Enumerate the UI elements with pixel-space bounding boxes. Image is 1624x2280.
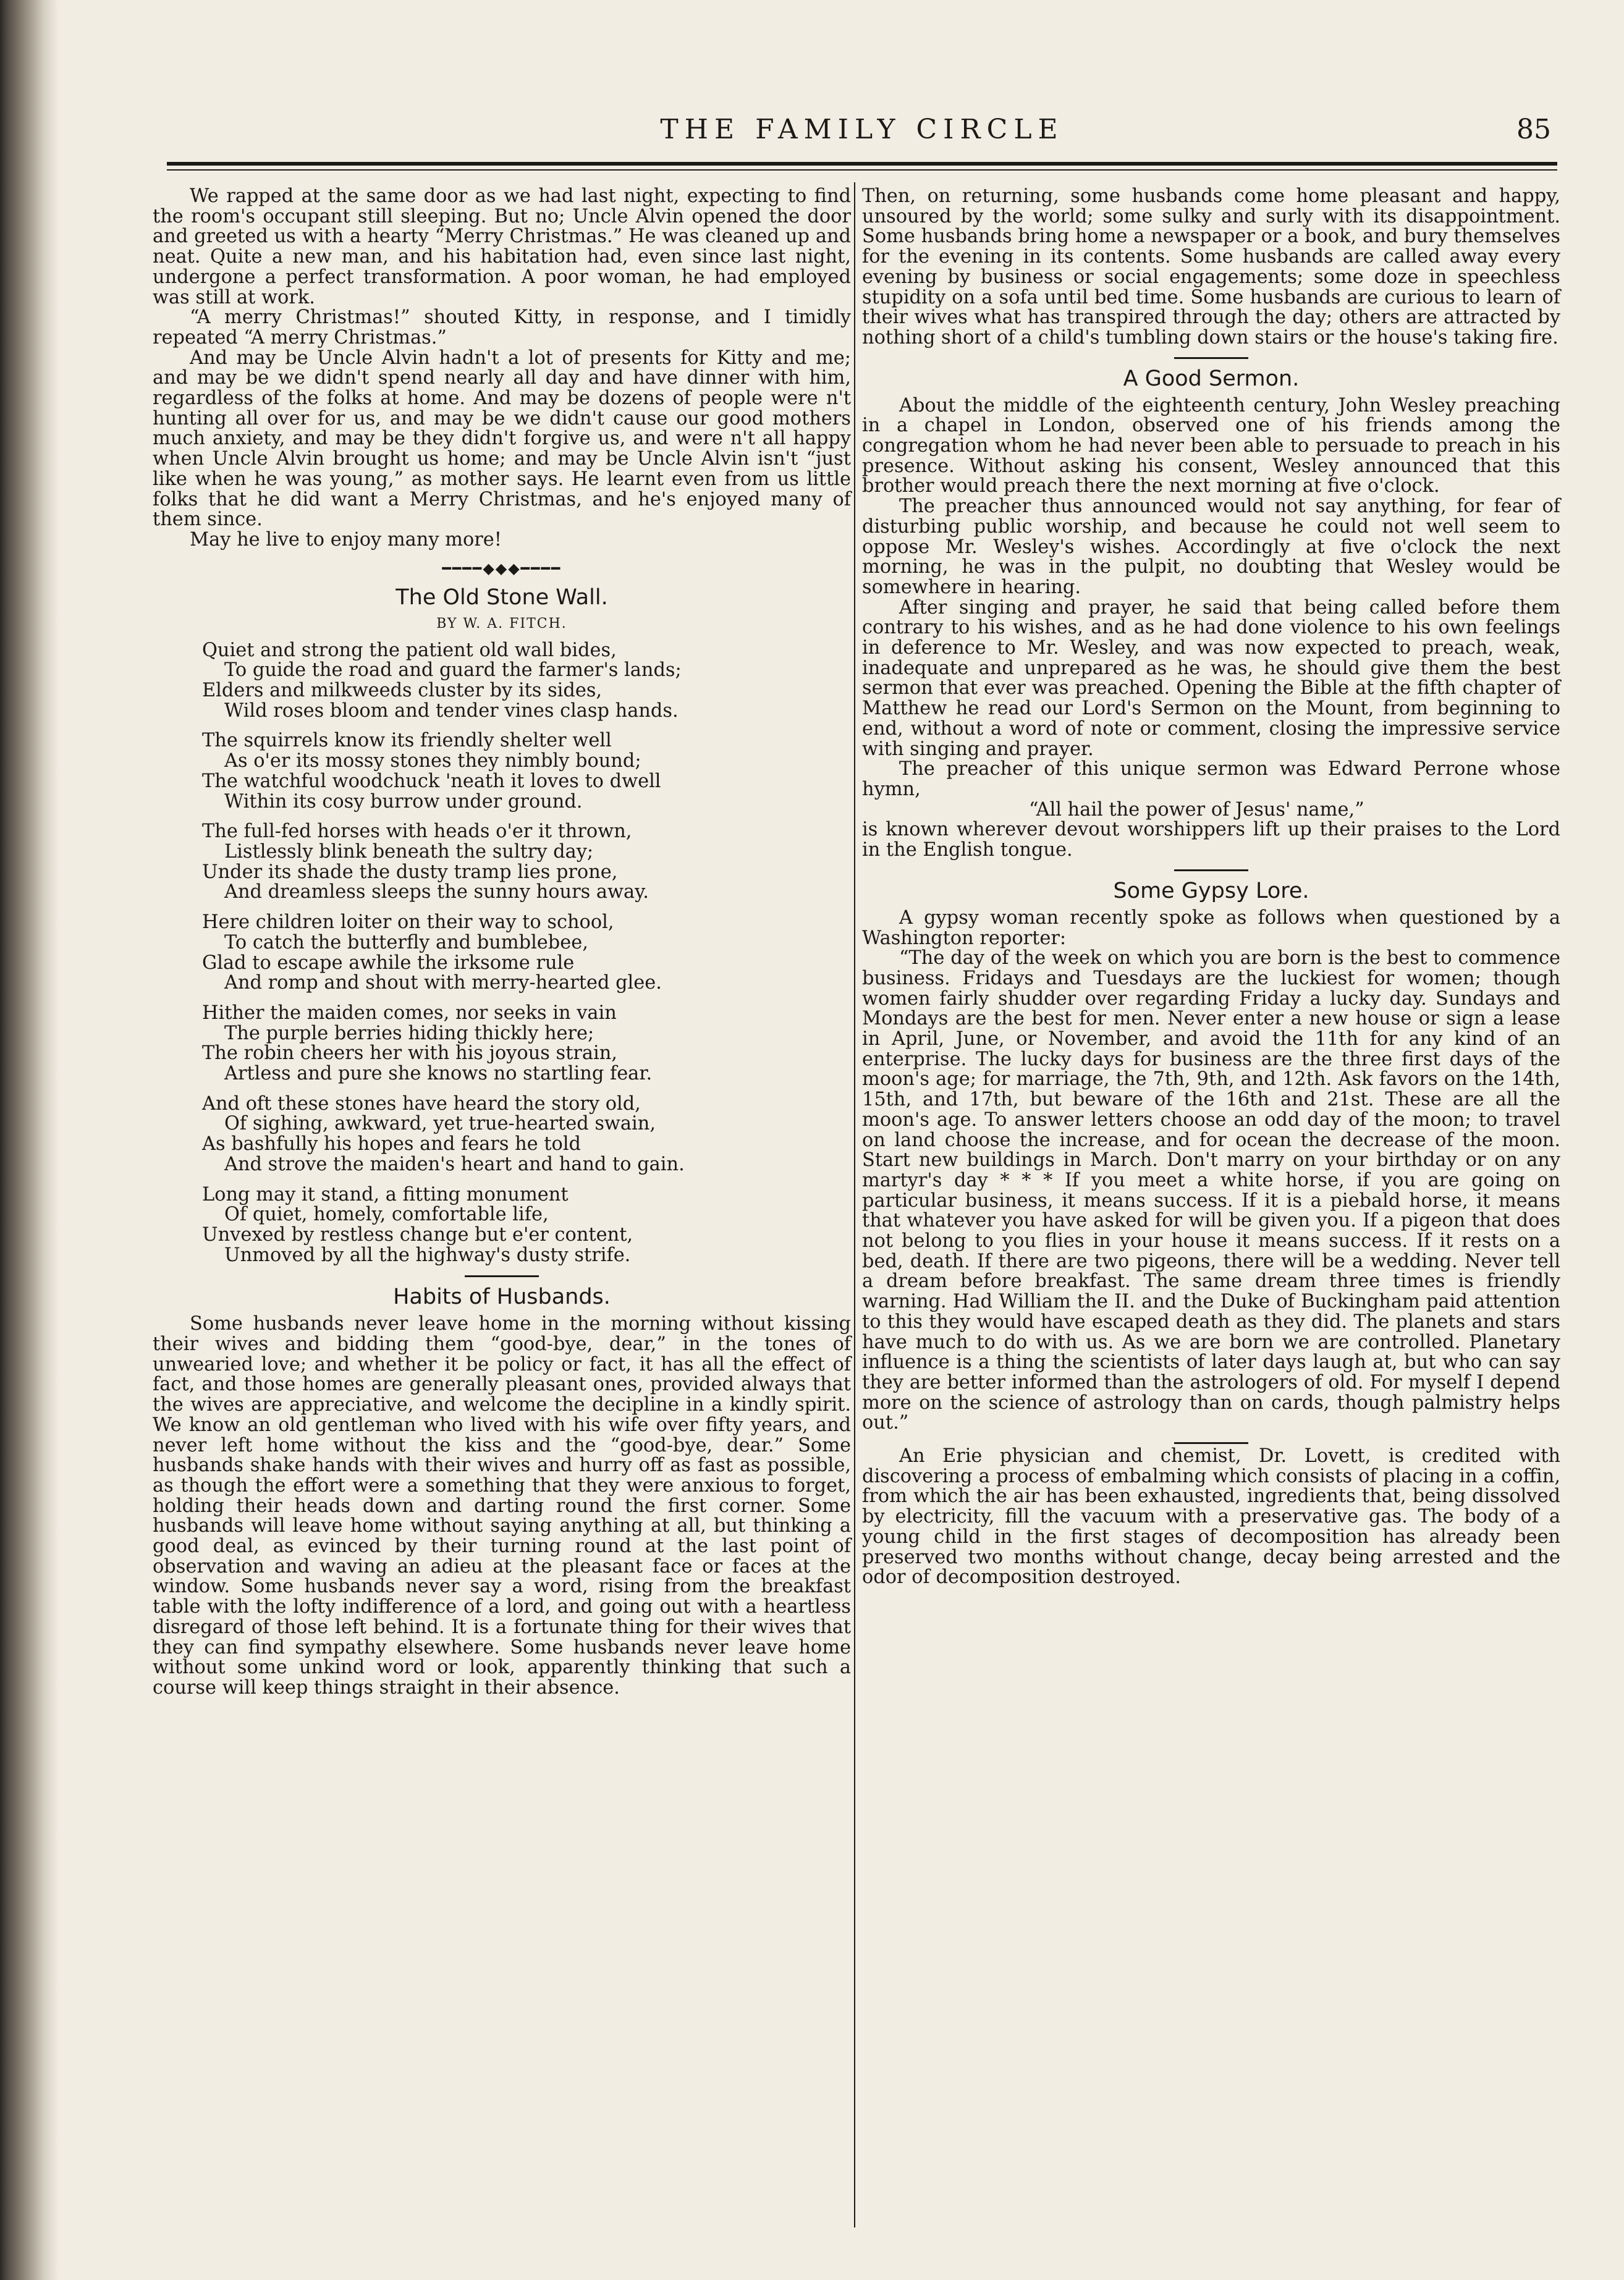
poem-line: Listlessly blink beneath the sultry day; [224,840,594,863]
poem-line: The watchful woodchuck 'neath it loves to dwell [202,770,661,792]
poem-line: Wild roses bloom and tender vines clasp hands. [224,699,679,722]
poem-line: And romp and shout with merry-hearted glee. [224,972,662,994]
right-column [862,187,1560,1588]
column-divider [854,182,855,2227]
poem-line: The purple berries hiding thickly here; [224,1022,594,1044]
hymn-quote: “All hail the power of Jesus' name,” [1029,798,1364,821]
left-column [153,187,851,1699]
section-rule [1174,357,1248,359]
poem-line: As o'er its mossy stones they nimbly bound; [224,750,641,772]
poem-line: To catch the butterfly and bumblebee, [224,931,588,953]
poem-line: Glad to escape awhile the irksome rule [202,952,575,974]
story-paragraph: May he live to enjoy many more! [190,528,502,551]
article-paragraph: Some husbands never leave home in the morning without kissing their wives and bidding them “good-bye, dear,” in the tones of unwearied love; and whether it be policy or fact, it has all the effect of fact, and those homes are generally pleasant ones, provided always that the wives are appreciative, and welcome the decipline in a kindly spirit. We know an old gentleman who lived with his wife over fifty years, and never left home without the kiss and the “good-bye, dear.” Some husbands shake hands with their wives and hurry off as fast as possible, as though the effort were a something that they were anxious to forget, holding their heads down and darting round the first corner. Some husbands will leave home without saying anything at all, but thinking a good deal, as evinced by their turning round at the last point of observation and waving an adieu at the pleasant face or faces at the window. Some husbands never say a word, rising from the breakfast table with the lofty indifference of a lord, and going out with a heartless disregard of those left behind. It is a fortunate thing for their wives that they can find sympathy elsewhere. Some husbands never leave home without some unkind word or look, apparently thinking that such a course will keep things straight in their absence. [153,1313,851,1699]
story-paragraph: We rapped at the same door as we had last night, expecting to find the room's occupant still sleeping. But no; Uncle Alvin opened the door and greeted us with a hearty “Merry Christmas.” He was cleaned up and neat. Quite a new man, and his habitation had, even since last night, undergone a perfect transformation. A poor woman, he had employed was still at work. [153,185,851,308]
page-number: 85 [1516,114,1551,145]
article-paragraph: The preacher of this unique sermon was Edward Perrone whose hymn, [862,758,1560,800]
poem-line: Quiet and strong the patient old wall bides, [202,639,617,661]
section-rule [1174,869,1248,871]
poem-stanza [202,1185,851,1266]
poem-stanza [202,731,851,812]
poem-line: Elders and milkweeds cluster by its sides, [202,680,603,702]
ornament-divider: ━━━━◆◆◆━━━━ [442,559,562,577]
poem-title: The Old Stone Wall. [395,585,608,610]
poem-line: Of quiet, homely, comfortable life, [224,1204,549,1226]
poem-stanza [202,641,851,722]
article-paragraph: About the middle of the eighteenth century, John Wesley preaching in a chapel in London, observed one of his friends among the congregation whom he had never been able to persuade to preach in his presence. Without asking his consent, Wesley announced that this brother would preach there the next morning at five o'clock. [862,394,1560,497]
poem-line: As bashfully his hopes and fears he told [202,1133,581,1155]
poem-stanza [202,1094,851,1175]
poem-line: Hither the maiden comes, nor seeks in vain [202,1002,617,1024]
page-header [173,111,1551,154]
article-paragraph: “The day of the week on which you are born is the best to commence business. Fridays and Tuesdays are the luckiest for women; though women fairly shudder over regarding Friday a lucky day. Sundays and Mondays are the best for men. Never enter a new house or sign a lease in April, June, or November, and avoid the 11th for any kind of an enterprise. The lucky days for business are the three first days of the moon's age; for marriage, the 7th, 9th, and 12th. Ask favors on the 14th, 15th, and 17th, but beware of the 16th and 21st. These are all the moon's age. To answer letters choose an odd day of the moon; to travel on land choose the increase, and for ocean the decrease of the moon. Start new buildings in March. Don't marry on your birthday or on any martyr's day * * * If you meet a white horse, if you are going on particular business, it means success. If it is a piebald horse, it means that whatever you have asked for will be given you. If a pigeon that does not belong to you flies in your house it means success. If it rests on a bed, death. If there are two pigeons, there will be a wedding. Never tell a dream before breakfast. The same dream three times is friendly warning. Had William the II. and the Duke of Buckingham paid attention to this they would have escaped death as they did. The planets and stars have much to do with us. As we are born we are controlled. Planetary influence is a thing the scientists of later days laugh at, but who can say they are better informed than the astrologers of old. For myself I depend more on the science of astrology than on cards, though palmistry helps out.” [862,947,1560,1434]
poem-line: Unvexed by restless change but e'er content, [202,1223,633,1246]
poem-line: And dreamless sleeps the sunny hours away. [224,881,649,903]
section-rule [465,1275,539,1277]
poem-byline: BY W. A. FITCH. [436,615,567,631]
poem-line: Unmoved by all the highway's dusty strife. [224,1244,631,1266]
header-rule [167,162,1557,166]
poem-stanza [202,913,851,994]
story-paragraph: And may be Uncle Alvin hadn't a lot of presents for Kitty and me; and may be we didn't spend nearly all day and have dinner with him, regardless of the folks at home. And may be dozens of people were n't hunting all over for us, and may be we didn't cause our good mothers much anxiety, and may be they didn't forgive us, and were n't all happy when Uncle Alvin brought us home; and may be Uncle Alvin isn't “just like when he was young,” as mother says. He learnt even from us little folks that he did want a Merry Christmas, and he's enjoyed many of them since. [153,347,851,531]
poem-line: Artless and pure she knows no startling fear. [224,1063,653,1085]
poem-line: And oft these stones have heard the story old, [202,1092,641,1115]
poem-line: Within its cosy burrow under ground. [224,790,583,813]
binding-edge [0,0,59,2280]
article-title: Habits of Husbands. [393,1285,611,1310]
poem-line: The full-fed horses with heads o'er it thrown, [202,821,632,843]
poem-line: And strove the maiden's heart and hand to gain. [224,1153,685,1175]
running-title: THE FAMILY CIRCLE [660,114,1064,145]
article-paragraph: Then, on returning, some husbands come home pleasant and happy, unsoured by the world; some sulky and surly with its disappointment. Some husbands bring home a newspaper or a book, and bury themselves for the evening in its contents. Some husbands are called away every evening by business or social engagements; some doze in speechless stupidity on a sofa until bed time. Some husbands are curious to learn of their wives what has transpired through the day; others are attracted by nothing short of a child's tumbling down stairs or the house's taking fire. [862,185,1560,348]
article-title: Some Gypsy Lore. [1113,878,1309,903]
poem-stanza [202,1003,851,1084]
poem-stanza [202,822,851,903]
article-title: A Good Sermon. [1123,366,1300,391]
article-paragraph: The preacher thus announced would not say anything, for fear of disturbing public worship, and because he could not well seem to oppose Mr. Wesley's wishes. Accordingly at five o'clock the next morning, he was in the pulpit, no doubting that Wesley would be somewhere in hearing. [862,496,1560,598]
article-paragraph: is known wherever devout worshippers lift up their praises to the Lord in the English tongue. [862,819,1560,861]
poem-line: The squirrels know its friendly shelter well [202,730,612,752]
poem-line: Here children loiter on their way to school, [202,911,614,934]
poem-line: Of sighing, awkward, yet true-hearted swain, [224,1113,656,1135]
section-rule [1174,1442,1248,1444]
poem-line: Under its shade the dusty tramp lies prone, [202,861,618,883]
poem-line: The robin cheers her with his joyous strain, [202,1042,617,1065]
article-paragraph: A gypsy woman recently spoke as follows when questioned by a Washington reporter: [862,906,1560,949]
story-paragraph: “A merry Christmas!” shouted Kitty, in response, and I timidly repeated “A merry Christmas.” [153,306,851,348]
poem-line: To guide the road and guard the farmer's lands; [224,659,682,682]
header-rule-thin [167,169,1557,171]
article-paragraph: After singing and prayer, he said that being called before them contrary to his wishes, and as he had done violence to his own feelings in deference to Mr. Wesley, and was now expected to preach, weak, inadequate and unprepared as he was, he should give them the best sermon that ever was preached. Opening the Bible at the fifth chapter of Matthew he read our Lord's Sermon on the Mount, from beginning to end, without a word of note or comment, closing the impressive service with singing and prayer. [862,596,1560,760]
poem-line: Long may it stand, a fitting monument [202,1183,569,1205]
article-paragraph: An Erie physician and chemist, Dr. Lovett, is credited with discovering a process of embalming which consists of placing in a coffin, from which the air has been exhausted, ingredients that, being dissolved by electricity, fill the vacuum with a preservative gas. The body of a young child in the first stages of decomposition has already been preserved two months without change, decay being arrested and the odor of decomposition destroyed. [862,1445,1560,1589]
